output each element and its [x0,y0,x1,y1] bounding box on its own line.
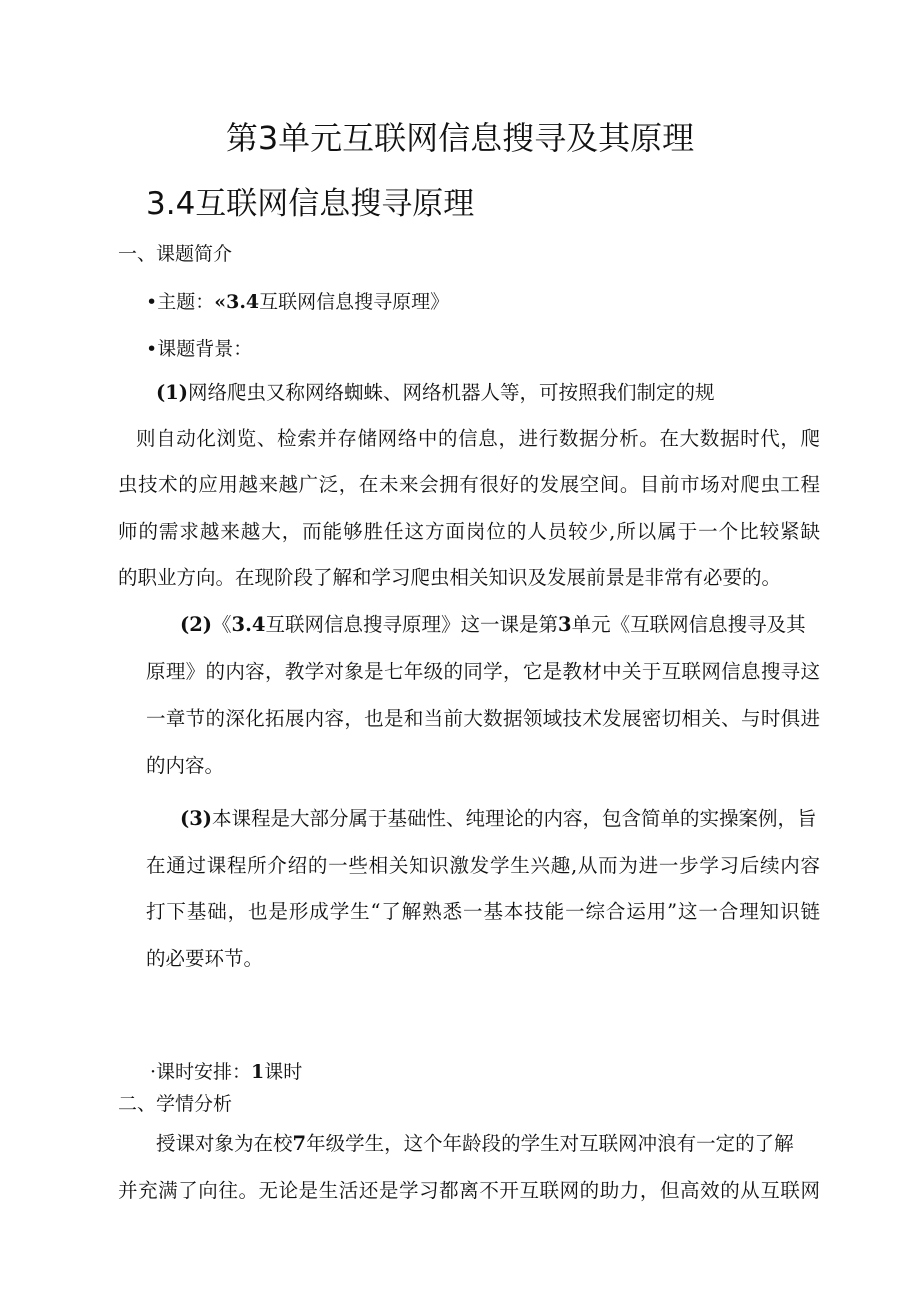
schedule-line [150,1058,302,1086]
para1-line3: 虫技术的应用越来越广泛，在未来会拥有很好的发展空间。目前市场对爬虫工程 [118,473,820,496]
para3-number: (3) [180,807,213,830]
para2-line1: (2)《3.4互联网信息搜寻原理》这一课是第3单元《互联网信息搜寻及其 [180,613,806,636]
para3-line3: 打下基础，也是形成学生“了解熟悉一基本技能一综合运用”这一合理知识链 [146,900,820,923]
schedule-unit: 课时 [264,1061,303,1083]
para1-line5: 的职业方向。在现阶段了解和学习爬虫相关知识及发展前景是非常有必要的。 [118,566,782,589]
para1-line1: (1)网络爬虫又称网络蜘蛛、网络机器人等，可按照我们制定的规 [156,381,715,404]
analysis-line1: 授课对象为在校7年级学生，这个年龄段的学生对互联网冲浪有一定的了解 [156,1132,794,1155]
para3-line4: 的必要环节。 [146,947,264,970]
para2-line2: 原理》的内容，教学对象是七年级的同学，它是教材中关于互联网信息搜寻这 [146,660,820,683]
background-label: •课题背景： [146,338,253,360]
para2-line3: 一章节的深化拓展内容，也是和当前大数据领域技术发展密切相关、与时俱进 [146,707,820,730]
topic-label: •主题： [146,291,215,313]
analysis-line2: 并充满了向往。无论是生活还是学习都离不开互联网的助力，但高效的从互联网 [118,1179,820,1202]
section-heading-analysis: 二、学情分析 [118,1093,233,1115]
lesson-subtitle: 3.4互联网信息搜寻原理 [146,186,475,222]
para2-line4: 的内容。 [146,754,225,777]
para3-line1: (3)本课程是大部分属于基础性、纯理论的内容，包含简单的实操案例，旨 [180,807,817,830]
page-title: 第3单元互联网信息搜寻及其原理 [225,119,695,157]
para3-line2: 在通过课程所介绍的一些相关知识激发学生兴趣,从而为进一步学习后续内容 [146,854,820,877]
para1-number: (1) [156,381,189,404]
schedule-label: ·课时安排： [150,1061,252,1083]
topic-line [146,288,449,316]
para2-number: (2) [180,613,213,636]
topic-text: 互联网信息搜寻原理》 [259,291,450,313]
para1-line4: 师的需求越来越大，而能够胜任这方面岗位的人员较少,所以属于一个比较紧缺 [118,520,820,543]
schedule-number: 1 [251,1061,265,1083]
section-heading-intro: 一、课题简介 [118,243,233,265]
topic-number: «3.4 [214,291,260,313]
para1-line2: 则自动化浏览、检索并存储网络中的信息，进行数据分析。在大数据时代，爬 [136,427,820,450]
